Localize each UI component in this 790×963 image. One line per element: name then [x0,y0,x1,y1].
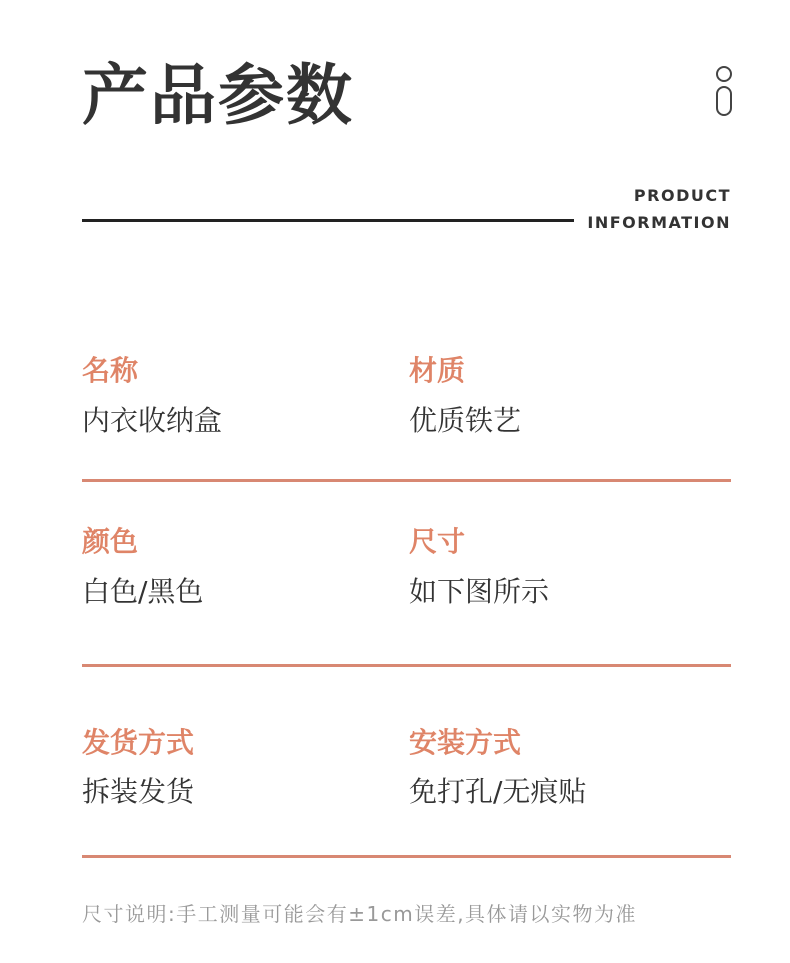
english-subtitle [587,182,731,236]
param-label-installation: 安装方式 [409,726,522,759]
param-value-material: 优质铁艺 [409,404,522,437]
info-decoration-icon [714,66,732,118]
row-divider [82,479,731,482]
param-value-color: 白色/黑色 [82,575,204,608]
row-divider [82,855,731,858]
param-value-shipping: 拆装发货 [82,775,195,808]
param-value-size: 如下图所示 [409,575,550,608]
decoration-dot [716,66,732,82]
param-value-installation: 免打孔/无痕贴 [409,775,587,808]
decoration-pill [716,86,732,116]
param-value-name: 内衣收纳盒 [82,404,223,437]
param-label-color: 颜色 [82,525,139,558]
param-label-name: 名称 [82,354,139,387]
row-divider [82,664,731,667]
page-title: 产品参数 [82,57,354,134]
size-note: 尺寸说明:手工测量可能会有±1cm误差,具体请以实物为准 [82,902,638,926]
param-label-shipping: 发货方式 [82,726,195,759]
param-label-material: 材质 [409,354,466,387]
subtitle-line-information: INFORMATION [587,213,731,232]
subtitle-line-product: PRODUCT [633,186,731,205]
param-label-size: 尺寸 [409,525,466,558]
title-underline [82,219,574,222]
